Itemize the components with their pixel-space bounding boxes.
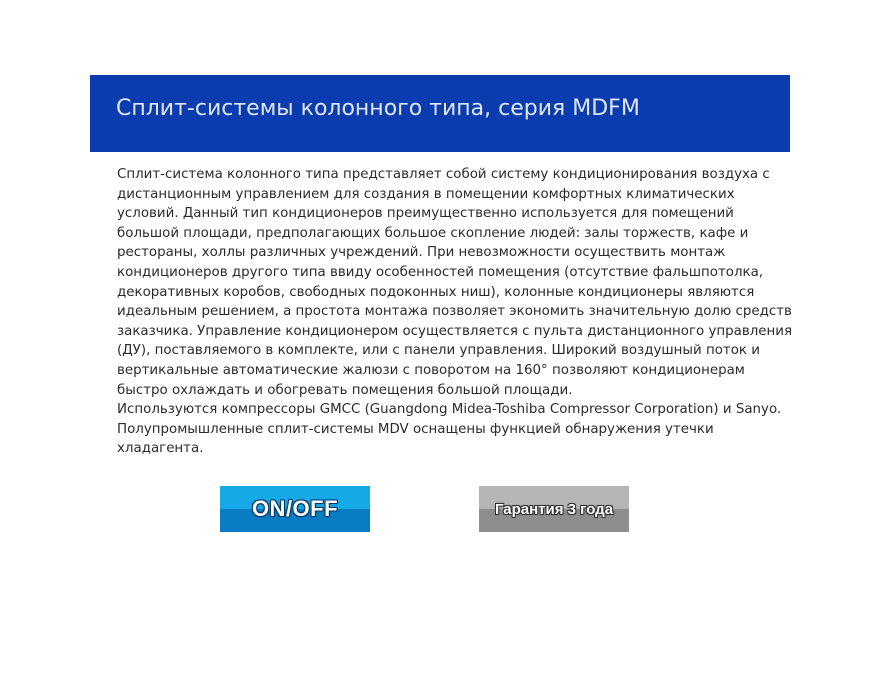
on-off-badge-label: ON/OFF <box>251 496 339 521</box>
warranty-badge <box>479 486 629 532</box>
description-paragraph-main: Сплит-система колонного типа представляет собой систему кондиционирования воздуха с дистанционным управлением для создания в помещении комфортных климатических условий. Данный тип кондиционеров преимущественно используется для помещений большой площади, предполагающих большое скопление людей: залы торжеств, кафе и рестораны, холлы различных учреждений. При невозможности осуществить монтаж кондиционеров другого типа ввиду особенностей помещения (отсутствие фальшпотолка, декоративных коробов, свободных подоконных ниш), колонные кондиционеры являются идеальным решением, а простота монтажа позволяет экономить значительную долю средств заказчика. Управление кондиционером осуществляется с пульта дистанционного управления (ДУ), поставляемого в комплекте, или с панели управления. Широкий воздушный поток и вертикальные автоматические жалюзи с поворотом на 160° позволяют кондиционерам быстро охлаждать и обогревать помещения большой площади. <box>117 167 793 398</box>
page-title: Сплит-системы колонного типа, серия MDFM <box>116 96 640 121</box>
page-header <box>90 75 790 152</box>
on-off-badge <box>220 486 370 532</box>
warranty-badge-label: Гарантия 3 года <box>494 500 614 518</box>
description-paragraph-compressors: Используются компрессоры GMCC (Guangdong Midea-Toshiba Compressor Corporation) и Sanyo. <box>117 402 782 418</box>
description-paragraph-leak-detection: Полупромышленные сплит-системы MDV оснащены функцией обнаружения утечки хладагента. <box>117 421 714 457</box>
description-text <box>117 165 797 459</box>
